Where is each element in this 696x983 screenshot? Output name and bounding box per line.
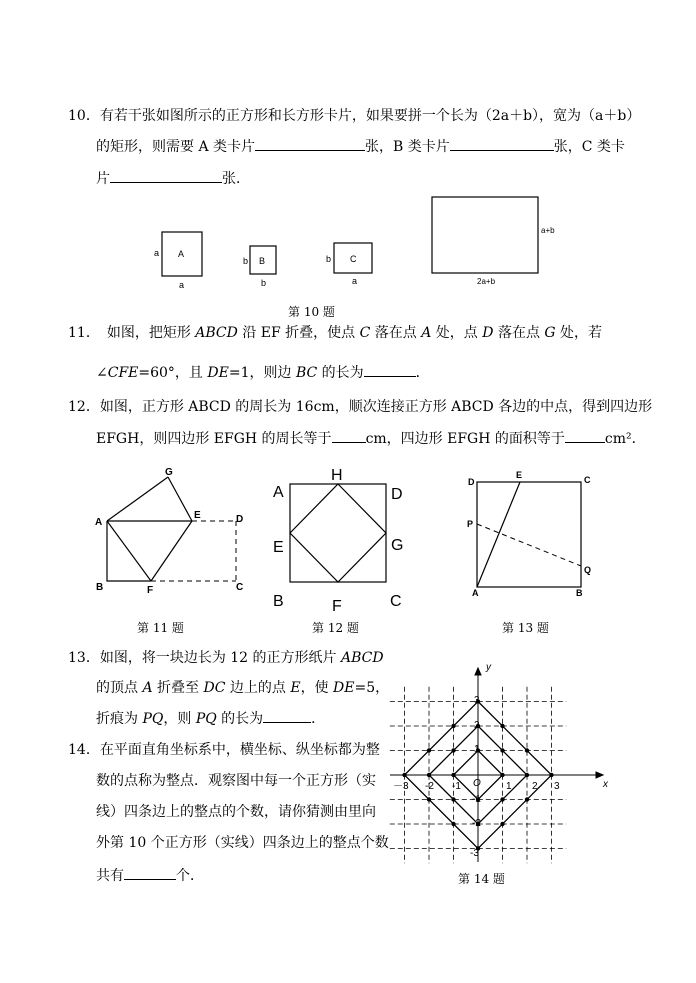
lattice-point bbox=[500, 724, 504, 728]
q11-label-G: G bbox=[165, 467, 173, 478]
q11-line2: ∠CFE=60°，且 DE=1，则边 BC 的长为 ． bbox=[96, 362, 430, 383]
q14-line4: 外第 10 个正方形（实线）四条边上的整点个数 bbox=[96, 835, 389, 851]
q12-label-F: F bbox=[332, 598, 342, 615]
q11-label-C: C bbox=[236, 582, 244, 593]
lattice-point bbox=[500, 773, 504, 777]
lattice-point bbox=[500, 822, 504, 826]
q12-line2: EFGH，则四边形 EFGH 的周长等于 cm，四边形 EFGH 的面积等于 cm²． bbox=[96, 428, 646, 449]
lattice-point bbox=[402, 773, 406, 777]
card-B-label: B bbox=[259, 256, 266, 266]
y-tick--3: -3 bbox=[470, 848, 479, 859]
card-C-side: b bbox=[326, 254, 332, 264]
q10-line3: 片 张． bbox=[96, 168, 250, 189]
x-tick--3: －3 bbox=[393, 781, 409, 792]
q11-label-B: B bbox=[96, 582, 104, 593]
lattice-point bbox=[525, 748, 529, 752]
card-A-side: a bbox=[154, 248, 160, 258]
y-tick--2: -2 bbox=[472, 818, 481, 829]
q11-caption: 第 11 题 bbox=[137, 621, 184, 635]
x-tick--2: -2 bbox=[425, 781, 434, 792]
q12-label-D: D bbox=[391, 486, 403, 503]
card-A-label: A bbox=[178, 249, 185, 259]
q14-line2: 数的点称为整点．观察图中每一个正方形（实 bbox=[96, 773, 376, 789]
q13-line3: 折痕为 PQ，则 PQ 的长为 ． bbox=[96, 708, 325, 729]
card-B-side: b bbox=[243, 256, 249, 266]
y-tick-3: 3 bbox=[474, 695, 480, 706]
q13-label-C: C bbox=[584, 475, 591, 485]
q10-line2: 的矩形，则需要 A 类卡片 张，B 类卡片 张，C 类卡 bbox=[96, 136, 625, 157]
q14-caption: 第 14 题 bbox=[458, 872, 505, 886]
lattice-point bbox=[500, 748, 504, 752]
y-axis-label: y bbox=[486, 662, 491, 673]
lattice-point bbox=[549, 773, 553, 777]
y-tick-1: 1 bbox=[474, 744, 480, 755]
q13-label-D: D bbox=[468, 477, 475, 487]
y-axis-arrow bbox=[475, 668, 481, 675]
lattice-point bbox=[451, 773, 455, 777]
card-rect-bottom: 2a+b bbox=[477, 277, 496, 286]
q11-line1: 11． 如图，把矩形 ABCD 沿 EF 折叠，使点 C 落在点 A 处，点 D 落在点 G 处，若 bbox=[68, 325, 603, 341]
q13-label-B: B bbox=[576, 588, 583, 598]
x-tick-1: 1 bbox=[506, 781, 512, 792]
lattice-point bbox=[451, 822, 455, 826]
q13-caption: 第 13 题 bbox=[502, 621, 549, 635]
q13-label-E: E bbox=[516, 470, 523, 480]
q13-line1: 13．如图，将一块边长为 12 的正方形纸片 ABCD bbox=[68, 650, 384, 666]
lattice-point bbox=[427, 773, 431, 777]
q12-label-E: E bbox=[273, 539, 284, 556]
q14-line3: 线）四条边上的整点的个数，请你猜测由里向 bbox=[96, 804, 376, 820]
x-axis-arrow bbox=[596, 772, 603, 778]
origin-label: O bbox=[473, 778, 481, 789]
x-tick-3: 3 bbox=[554, 781, 560, 792]
x-tick-2: 2 bbox=[532, 781, 538, 792]
q14-line5: 共有 个． bbox=[96, 865, 204, 886]
q13-line2: 的顶点 A 折叠至 DC 边上的点 E，使 DE=5， bbox=[96, 680, 390, 696]
q11-label-F: F bbox=[147, 585, 154, 596]
q11-label-E: E bbox=[194, 510, 201, 521]
q13-label-Q: Q bbox=[584, 565, 592, 575]
q12-label-B: B bbox=[273, 593, 284, 610]
lattice-point bbox=[500, 797, 504, 801]
card-C-label: C bbox=[350, 254, 357, 264]
q13-label-P: P bbox=[467, 519, 474, 529]
lattice-point bbox=[427, 748, 431, 752]
q12-label-G: G bbox=[391, 537, 404, 554]
q11-label-A: A bbox=[95, 517, 103, 528]
card-C-bottom: a bbox=[352, 276, 358, 286]
lattice-point bbox=[525, 797, 529, 801]
lattice-point bbox=[451, 724, 455, 728]
q11-label-D: D bbox=[236, 514, 244, 525]
q12-line1: 12．如图，正方形 ABCD 的周长为 16cm，顺次连接正方形 ABCD 各边的中点，得到四边形 bbox=[68, 399, 653, 415]
q12-label-C: C bbox=[390, 593, 402, 610]
q12-caption: 第 12 题 bbox=[312, 621, 359, 635]
q12-label-A: A bbox=[273, 484, 284, 501]
x-axis-label: x bbox=[603, 779, 608, 790]
y-tick--1: -1 bbox=[472, 794, 481, 805]
card-rect-side: a+b bbox=[541, 226, 555, 235]
lattice-point bbox=[451, 748, 455, 752]
q10-line1: 10．有若干张如图所示的正方形和长方形卡片，如果要拼一个长为（2a＋b），宽为（a＋b） bbox=[68, 108, 641, 124]
q14-line1: 14．在平面直角坐标系中，横坐标、纵坐标都为整 bbox=[68, 742, 380, 758]
lattice-point bbox=[451, 797, 455, 801]
x-tick--1: -1 bbox=[452, 781, 461, 792]
lattice-point bbox=[525, 773, 529, 777]
lattice-point bbox=[427, 797, 431, 801]
q12-label-H: H bbox=[331, 467, 343, 484]
card-B-bottom: b bbox=[261, 278, 267, 288]
card-A-bottom: a bbox=[179, 280, 185, 290]
q13-label-A: A bbox=[472, 588, 479, 598]
q10-caption: 第 10 题 bbox=[288, 305, 335, 319]
y-tick-2: 2 bbox=[474, 720, 480, 731]
